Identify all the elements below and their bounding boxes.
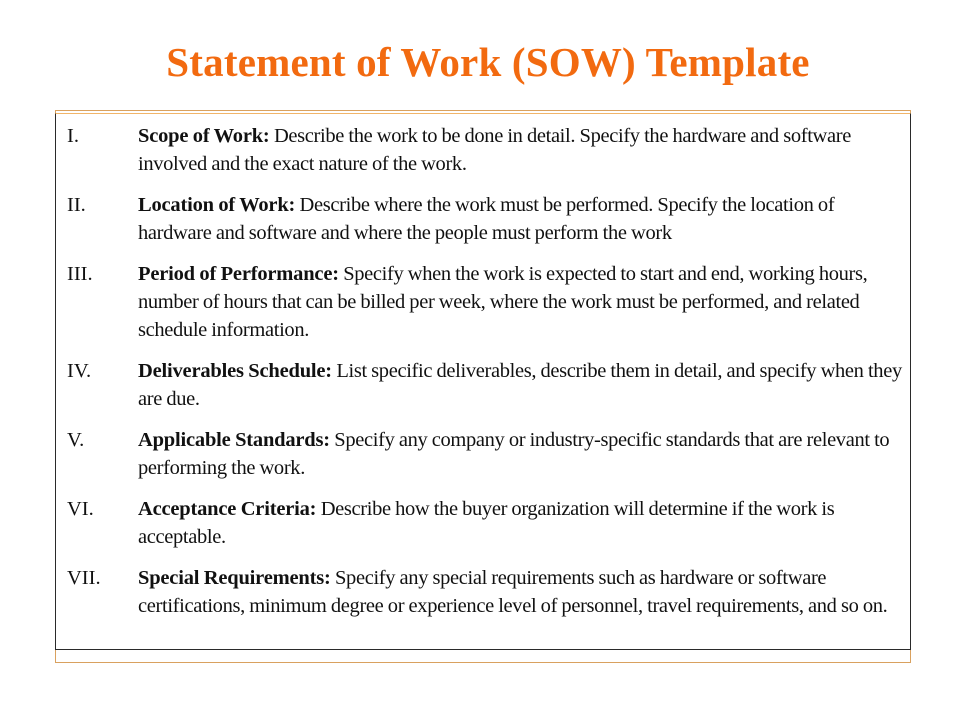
section-content (138, 260, 906, 344)
section-description: Specify any company or industry-specific standards that are relevant to performing the work. (138, 429, 890, 479)
section-numeral: VII. (67, 567, 101, 589)
section-content (138, 122, 906, 178)
section-description: Describe where the work must be performed. Specify the location of hardware and software and where the people must perform the work (138, 194, 835, 244)
section-term: Location of Work: (138, 194, 296, 216)
section-description: Describe the work to be done in detail. Specify the hardware and software involved and the exact nature of the work. (138, 125, 851, 175)
section-description: Specify when the work is expected to start and end, working hours, number of hours that can be billed per week, where the work must be performed, and related schedule information. (138, 263, 868, 341)
section-numeral: VI. (67, 498, 94, 520)
section-content (138, 564, 906, 620)
section-term: Acceptance Criteria: (138, 498, 317, 520)
section-content (138, 426, 906, 482)
section-description: Specify any special requirements such as hardware or software certifications, minimum degree or experience level of personnel, travel requirements, and so on. (138, 567, 888, 617)
section-term: Applicable Standards: (138, 429, 330, 451)
section-description: List specific deliverables, describe them in detail, and specify when they are due. (138, 360, 902, 410)
section-numeral: II. (67, 194, 86, 216)
section-term: Scope of Work: (138, 125, 270, 147)
section-content (138, 357, 906, 413)
section-numeral: IV. (67, 360, 92, 382)
section-description: Describe how the buyer organization will determine if the work is acceptable. (138, 498, 835, 548)
section-content (138, 495, 906, 551)
section-numeral: III. (67, 263, 93, 285)
section-numeral: V. (67, 429, 85, 451)
section-term: Period of Performance: (138, 263, 339, 285)
section-numeral: I. (67, 125, 79, 147)
page-title: Statement of Work (SOW) Template (166, 39, 810, 85)
section-term: Special Requirements: (138, 567, 331, 589)
section-content (138, 191, 906, 247)
section-term: Deliverables Schedule: (138, 360, 332, 382)
